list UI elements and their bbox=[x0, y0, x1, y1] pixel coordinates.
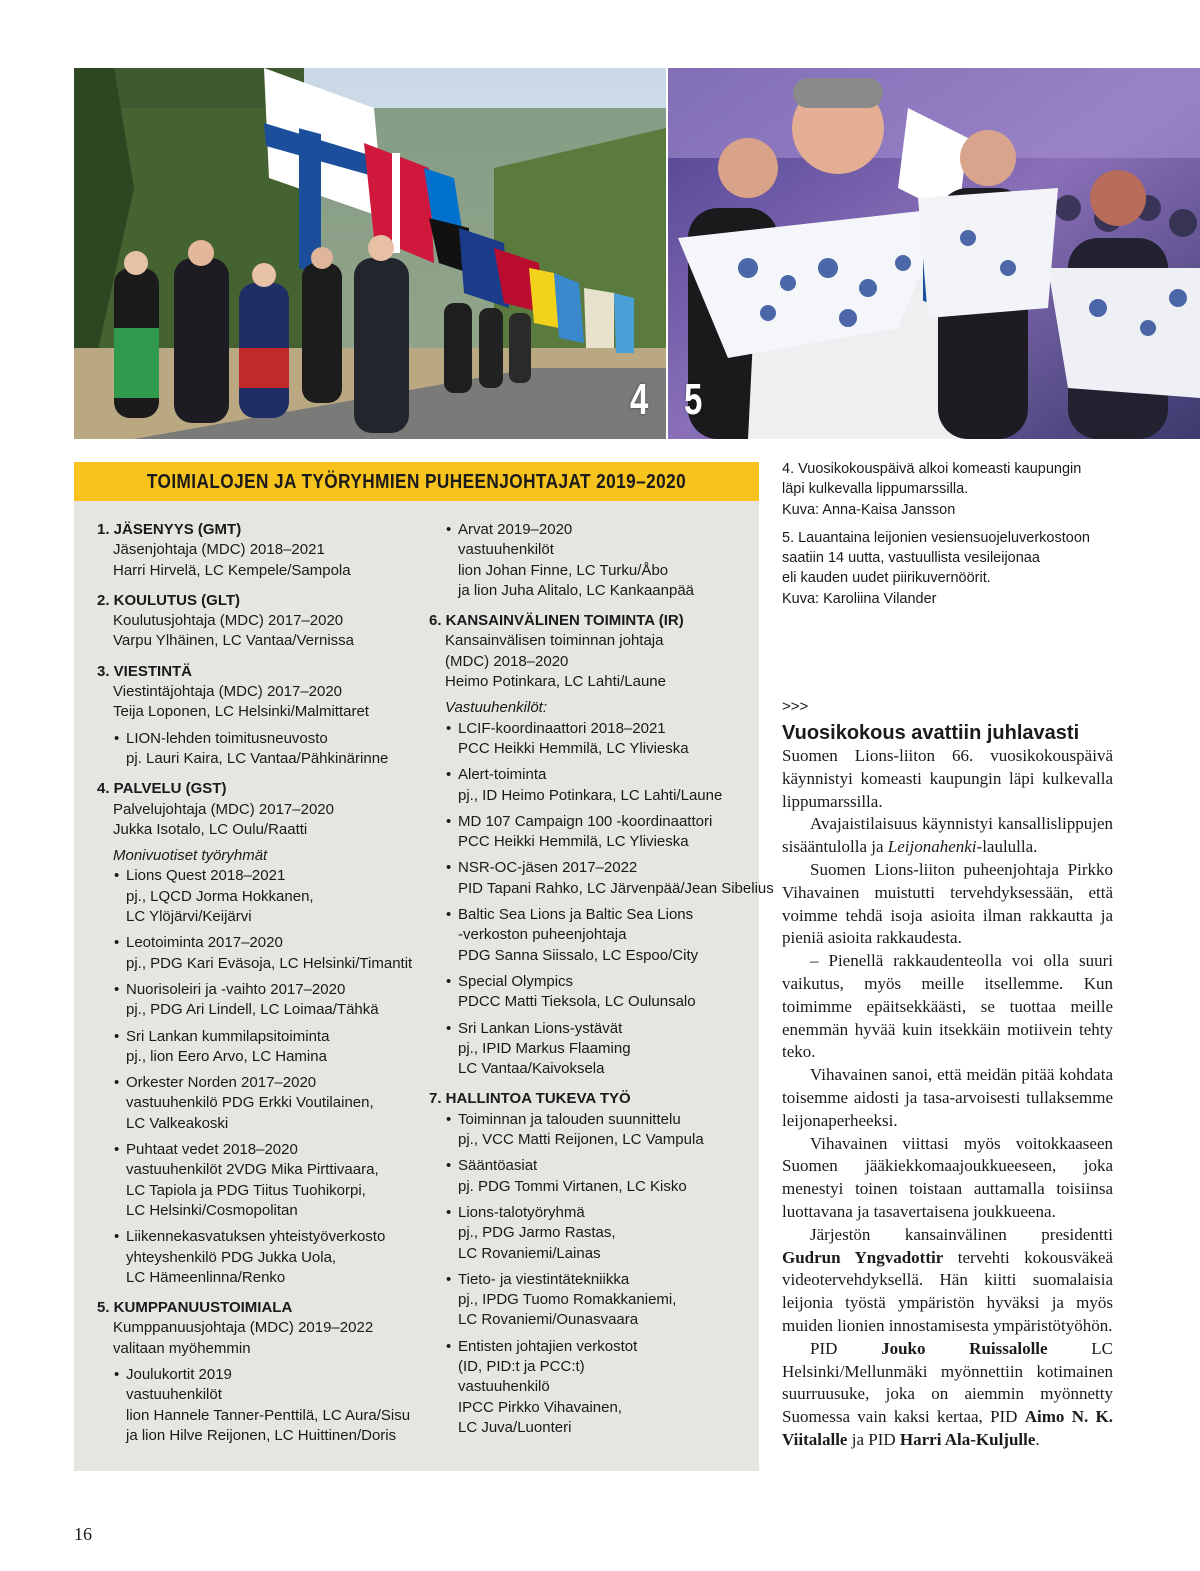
list-item: • Tieto- ja viestintätekniikka pj., IPDG Tuomo Romakkaniemi, LC Rovaniemi/Ounasvaara bbox=[429, 1270, 749, 1331]
list-item: • Nuorisoleiri ja -vaihto 2017–2020 pj., PDG Ari Lindell, LC Loimaa/Tähkä bbox=[97, 980, 417, 1021]
list-item: • NSR-OC-jäsen 2017–2022 PID Tapani Rahko, LC Järvenpää/Jean Sibelius bbox=[429, 858, 749, 899]
paragraph: PID Jouko Ruissalolle LC Helsinki/Mellunmäki myönnettiin kotimainen suurruusuke, joka on aiemmin myönnetty Suomessa vain kaksi kertaa, PID Aimo N. K. Viitalalle ja PID Harri Ala-Kuljulle. bbox=[782, 1338, 1113, 1449]
list-item: • MD 107 Campaign 100 -koordinaattori PCC Heikki Hemmilä, LC Ylivieska bbox=[429, 812, 749, 853]
photo-gala bbox=[668, 68, 1200, 439]
list-item: • Sääntöasiat pj. PDG Tommi Virtanen, LC Kisko bbox=[429, 1156, 749, 1197]
photo-captions bbox=[782, 459, 1102, 617]
paragraph: Suomen Lions-liiton puheenjohtaja Pirkko Vihavainen muistutti tervehdyksessään, että voimme tehdä isoja asioita ilman rakkautta ja pieniä asioita rakkaudesta. bbox=[782, 859, 1113, 948]
list-item: • Orkester Norden 2017–2020 vastuuhenkilö PDG Erkki Voutilainen, LC Valkeakoski bbox=[97, 1073, 417, 1134]
paragraph: Järjestön kansainvälinen presidentti Gudrun Yngvadottir tervehti kokousväkeä videotervehdyksellä. Hän kiitti suomalaisia leijonia työstä ympäristön hyväksi ja myös muiden lionien innostamisesta ympäristötyöhön. bbox=[782, 1224, 1113, 1335]
list-item: • Entisten johtajien verkostot (ID, PID:t ja PCC:t) vastuuhenkilö IPCC Pirkko Vihavainen, LC Juva/Luonteri bbox=[429, 1337, 749, 1438]
list-item: • Sri Lankan kummilapsitoiminta pj., lion Eero Arvo, LC Hamina bbox=[97, 1027, 417, 1068]
list-item: • Joulukortit 2019 vastuuhenkilöt lion Hannele Tanner-Penttilä, LC Aura/Sisu ja lion Hilve Reijonen, LC Huittinen/Doris bbox=[97, 1365, 417, 1446]
section-partnership: 5. KUMPPANUUSTOIMIALA Kumppanuusjohtaja (MDC) 2019–2022 valitaan myöhemmin • Joulukortit 2019 vastuuhenkilöt lion Hannele Tanner-Penttilä, LC Aura/Sisu ja lion Hilve Reijonen, LC Huittinen/Doris bbox=[97, 1298, 417, 1446]
paragraph: Avajaistilaisuus käynnistyi kansallislippujen sisääntulolla ja Leijonahenki-laululla. bbox=[782, 814, 1113, 857]
photo-number: 5 bbox=[684, 375, 703, 424]
box-column-left bbox=[97, 520, 417, 1456]
list-item: • Leotoiminta 2017–2020 pj., PDG Kari Eväsoja, LC Helsinki/Timantit bbox=[97, 933, 417, 974]
list-item: • LION-lehden toimitusneuvosto pj. Lauri Kaira, LC Vantaa/Pähkinärinne bbox=[97, 729, 417, 770]
paragraph: Vihavainen sanoi, että meidän pitää kohdata toisemme aidosti ja tasa-arvoisesti tullaksemme leijonaperheeksi. bbox=[782, 1065, 1113, 1130]
list-item: • Baltic Sea Lions ja Baltic Sea Lions -verkoston puheenjohtaja PDG Sanna Siissalo, LC Espoo/City bbox=[429, 905, 749, 966]
photo-flag-march bbox=[74, 68, 666, 439]
article-headline: Vuosikokous avattiin juhlavasti bbox=[782, 722, 1080, 744]
section-communication: 3. VIESTINTÄ Viestintäjohtaja (MDC) 2017–2020 Teija Loponen, LC Helsinki/Malmittaret • LION-lehden toimitusneuvosto pj. Lauri Kaira, LC Vantaa/Pähkinärinne bbox=[97, 662, 417, 769]
list-item: • Lions-talotyöryhmä pj., PDG Jarmo Rastas, LC Rovaniemi/Lainas bbox=[429, 1203, 749, 1264]
box-title: TOIMIALOJEN JA TYÖRYHMIEN PUHEENJOHTAJAT 2019–2020 bbox=[74, 462, 759, 501]
photo-number: 4 bbox=[630, 375, 649, 424]
list-item: • Lions Quest 2018–2021 pj., LQCD Jorma Hokkanen, LC Ylöjärvi/Keijärvi bbox=[97, 866, 417, 927]
committee-chairs-box bbox=[74, 462, 774, 1471]
list-item: • Alert-toiminta pj., ID Heimo Potinkara, LC Lahti/Laune bbox=[429, 765, 749, 806]
article bbox=[782, 720, 1113, 1452]
list-item: • Special Olympics PDCC Matti Tieksola, LC Oulunsalo bbox=[429, 972, 749, 1013]
section-marker: >>> bbox=[782, 698, 809, 715]
list-item: • Liikennekasvatuksen yhteistyöverkosto yhteyshenkilö PDG Jukka Uola, LC Hämeenlinna/Renko bbox=[97, 1227, 417, 1288]
caption-photo-5: 5. Lauantaina leijonien vesiensuojeluverkostoon saatiin 14 uutta, vastuullista vesileijonaa eli kauden uudet piirikuvernöörit. Kuva: Karoliina Vilander bbox=[782, 529, 1090, 607]
caption-photo-4: 4. Vuosikokouspäivä alkoi komeasti kaupungin läpi kulkevalla lippumarssilla. Kuva: Anna-Kaisa Jansson bbox=[782, 461, 1082, 518]
box-column-right bbox=[429, 520, 774, 1448]
section-service: 4. PALVELU (GST) Palvelujohtaja (MDC) 2017–2020 Jukka Isotalo, LC Oulu/Raatti Monivuotiset työryhmät • Lions Quest 2018–2021 pj., LQCD Jorma Hokkanen, LC Ylöjärvi/Keijärvi • Leotoiminta 2017–2020 pj., PDG Kari Eväsoja, LC Helsinki/Timantit • Nuorisoleiri ja -vaihto 2017–2020 pj., PDG Ari Lindell, LC Loimaa/Tähkä • Sri Lankan kummilapsitoiminta pj., lion Eero Arvo, LC Hamina • Orkester Norden 2017–2020 vastuuhenkilö PDG Erkki Voutilainen, LC Valkeakoski • Puhtaat vedet 2018–2020 vastuuhenkilöt 2VDG Mika Pirttivaara, LC Tapiola ja PDG Tiitus Tuohikorpi, LC Helsinki/Cosmopolitan • Liikennekasvatuksen yhteistyöverkosto yhteyshenkilö PDG Jukka Uola, LC Hämeenlinna/Renko bbox=[97, 779, 417, 1288]
paragraph: – Pienellä rakkaudenteolla voi olla suuri vaikutus, myös meille itsellemme. Kun toimimme epäitsekkäästi, se tuottaa meille enemmän hyvää kuin itsekkäin motiivein tehty teko. bbox=[782, 951, 1113, 1062]
list-item: • Puhtaat vedet 2018–2020 vastuuhenkilöt 2VDG Mika Pirttivaara, LC Tapiola ja PDG Tiitus Tuohikorpi, LC Helsinki/Cosmopolitan bbox=[97, 1140, 417, 1221]
paragraph: Suomen Lions-liiton 66. vuosikokouspäivä käynnistyi komeasti kaupungin läpi kulkevalla lippumarssilla. bbox=[782, 746, 1113, 811]
section-administration: 7. HALLINTOA TUKEVA TYÖ • Toiminnan ja talouden suunnittelu pj., VCC Matti Reijonen, LC Vampula • Sääntöasiat pj. PDG Tommi Virtanen, LC Kisko • Lions-talotyöryhmä pj., PDG Jarmo Rastas, LC Rovaniemi/Lainas • Tieto- ja viestintätekniikka pj., IPDG Tuomo Romakkaniemi, LC Rovaniemi/Ounasvaara • Entisten johtajien verkostot (ID, PID:t ja PCC:t) vastuuhenkilö IPCC Pirkko Vihavainen, LC Juva/Luonteri bbox=[429, 1089, 749, 1438]
list-item: • Arvat 2019–2020 vastuuhenkilöt lion Johan Finne, LC Turku/Åbo ja lion Juha Alitalo, LC Kankaanpää bbox=[429, 520, 749, 601]
section-membership: 1. JÄSENYYS (GMT) Jäsenjohtaja (MDC) 2018–2021 Harri Hirvelä, LC Kempele/Sampola bbox=[97, 521, 351, 579]
list-item: • LCIF-koordinaattori 2018–2021 PCC Heikki Hemmilä, LC Ylivieska bbox=[429, 719, 749, 760]
section-training: 2. KOULUTUS (GLT) Koulutusjohtaja (MDC) 2017–2020 Varpu Ylhäinen, LC Vantaa/Vernissa bbox=[97, 591, 354, 650]
section-international: 6. KANSAINVÄLINEN TOIMINTA (IR) Kansainvälisen toiminnan johtaja (MDC) 2018–2020 Heimo Potinkara, LC Lahti/Laune Vastuuhenkilöt: • LCIF-koordinaattori 2018–2021 PCC Heikki Hemmilä, LC Ylivieska • Alert-toiminta pj., ID Heimo Potinkara, LC Lahti/Laune • MD 107 Campaign 100 -koordinaattori PCC Heikki Hemmilä, LC Ylivieska • NSR-OC-jäsen 2017–2022 PID Tapani Rahko, LC Järvenpää/Jean Sibelius • Baltic Sea Lions ja Baltic Sea Lions -verkoston puheenjohtaja PDG Sanna Siissalo, LC Espoo/City • Special Olympics PDCC Matti Tieksola, LC Oulunsalo • Sri Lankan Lions-ystävät pj., IPID Markus Flaaming LC Vantaa/Kaivoksela bbox=[429, 611, 749, 1079]
page-number: 16 bbox=[74, 1524, 92, 1544]
list-item: • Sri Lankan Lions-ystävät pj., IPID Markus Flaaming LC Vantaa/Kaivoksela bbox=[429, 1019, 749, 1080]
paragraph: Vihavainen viittasi myös voitokkaaseen Suomen jääkiekkomaajoukkueeseen, joka menestyi toinen toistaan auttamalla toisiinsa luottavana ja tasavertaisena joukkueena. bbox=[782, 1133, 1113, 1221]
list-item: • Toiminnan ja talouden suunnittelu pj., VCC Matti Reijonen, LC Vampula bbox=[429, 1110, 749, 1151]
